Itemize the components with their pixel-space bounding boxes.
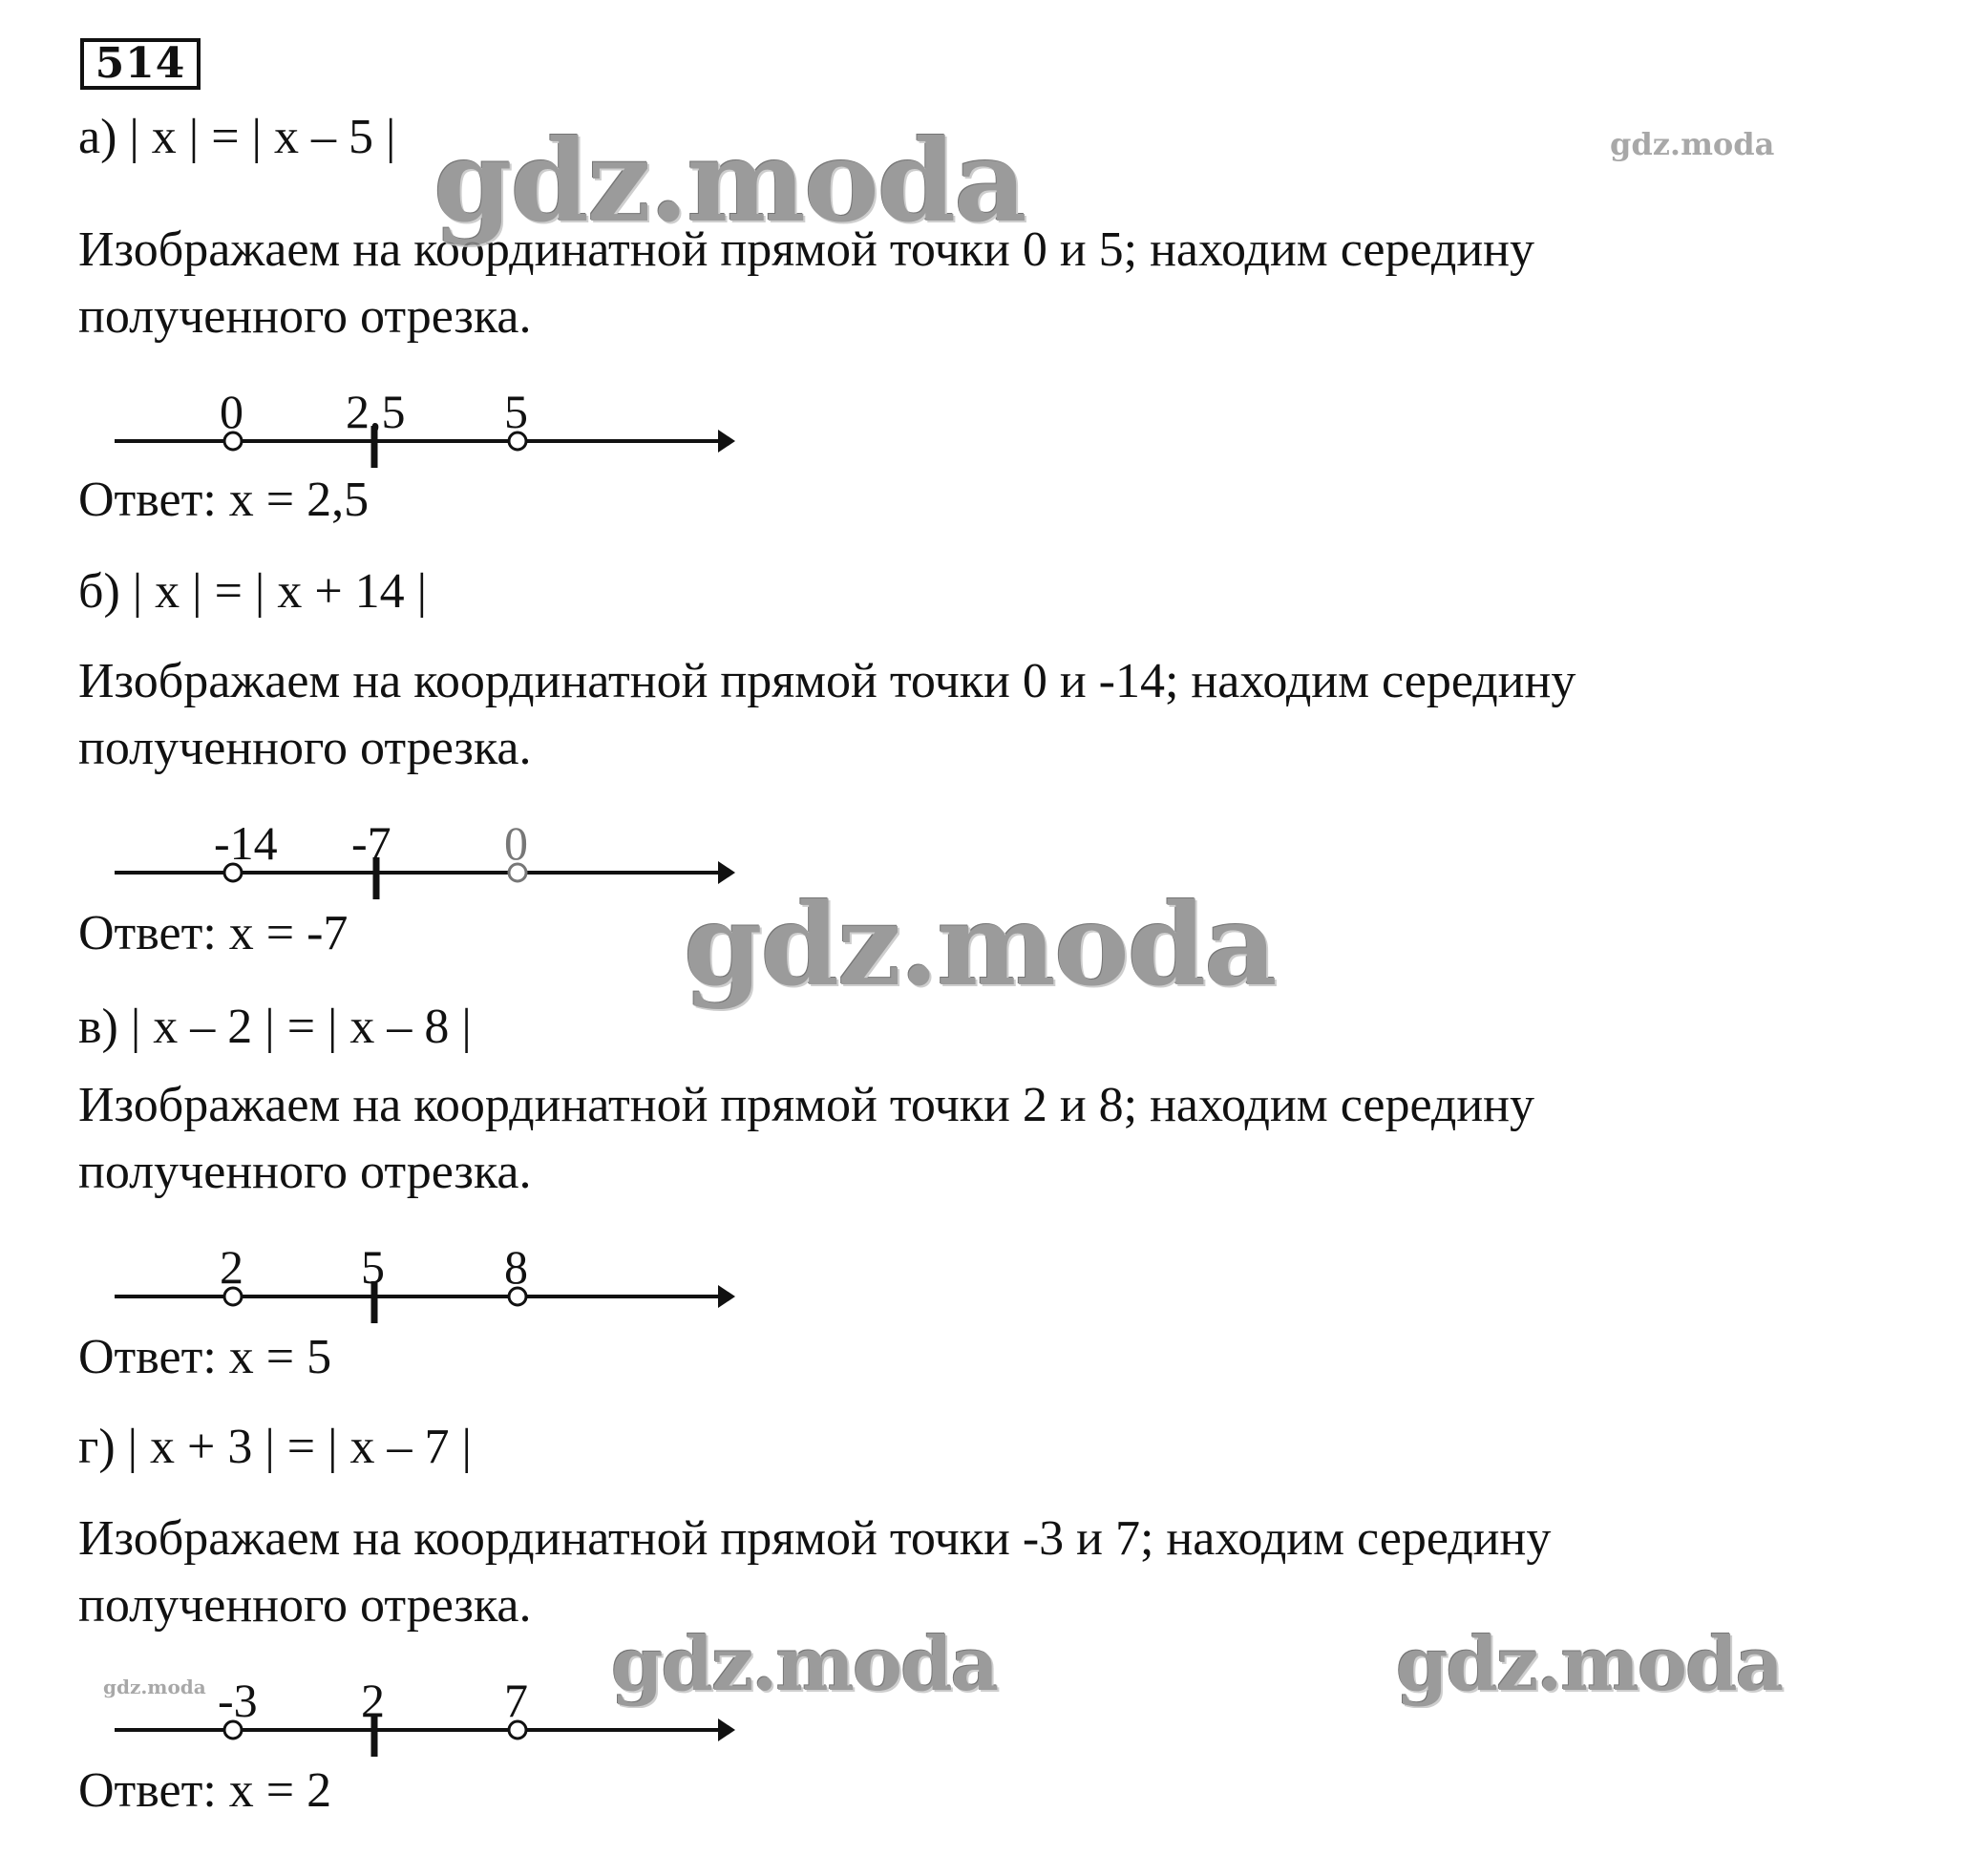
description-c-line1: Изображаем на координатной прямой точки 2 и 8; находим середину	[78, 1078, 1535, 1132]
label-mid: -7	[351, 816, 391, 870]
number-line-a	[107, 385, 756, 468]
description-d-line2: полученного отрезка.	[78, 1578, 532, 1633]
answer-c: Ответ: x = 5	[78, 1330, 332, 1384]
answer-a: Ответ: x = 2,5	[78, 473, 370, 527]
axis-arrow-icon	[718, 1285, 735, 1308]
watermark-small-top-right: gdz.moda	[1610, 126, 1775, 162]
watermark-medium-bottom-right: gdz.moda	[1396, 1621, 1783, 1708]
axis-arrow-icon	[718, 430, 735, 453]
label-left: 0	[220, 385, 243, 438]
description-c-line2: полученного отрезка.	[78, 1145, 532, 1199]
watermark-medium-bottom-left: gdz.moda	[611, 1621, 998, 1708]
description-a-line1: Изображаем на координатной прямой точки 0 и 5; находим середину	[78, 222, 1535, 277]
label-left: -3	[218, 1674, 258, 1727]
watermark-large-middle: gdz.moda	[684, 878, 1276, 1011]
label-right: 7	[504, 1674, 528, 1727]
label-mid: 5	[361, 1240, 385, 1294]
answer-b: Ответ: x = -7	[78, 906, 349, 960]
number-line-c	[107, 1240, 756, 1323]
problem-number: 514	[80, 38, 201, 90]
label-right: 8	[504, 1240, 528, 1294]
equation-b: б) | x | = | x + 14 |	[78, 564, 428, 619]
answer-d: Ответ: x = 2	[78, 1763, 332, 1818]
axis-arrow-icon	[718, 1718, 735, 1741]
watermark-large-top: gdz.moda	[434, 115, 1026, 247]
equation-a: а) | x | = | x – 5 |	[78, 110, 396, 164]
description-a-line2: полученного отрезка.	[78, 289, 532, 344]
label-left: 2	[220, 1240, 243, 1294]
label-left: -14	[214, 816, 278, 870]
equation-c: в) | x – 2 | = | x – 8 |	[78, 1000, 472, 1054]
label-right: 5	[504, 385, 528, 438]
label-mid: 2	[361, 1674, 385, 1727]
number-line-b	[107, 816, 756, 899]
label-right: 0	[504, 816, 528, 870]
label-mid: 2,5	[346, 385, 406, 438]
description-b-line2: полученного отрезка.	[78, 721, 532, 775]
description-d-line1: Изображаем на координатной прямой точки -3 и 7; находим середину	[78, 1511, 1552, 1566]
equation-d: г) | x + 3 | = | x – 7 |	[78, 1420, 472, 1474]
watermark-tiny-bottom-left: gdz.moda	[103, 1676, 206, 1698]
description-b-line1: Изображаем на координатной прямой точки 0 и -14; находим середину	[78, 654, 1576, 708]
